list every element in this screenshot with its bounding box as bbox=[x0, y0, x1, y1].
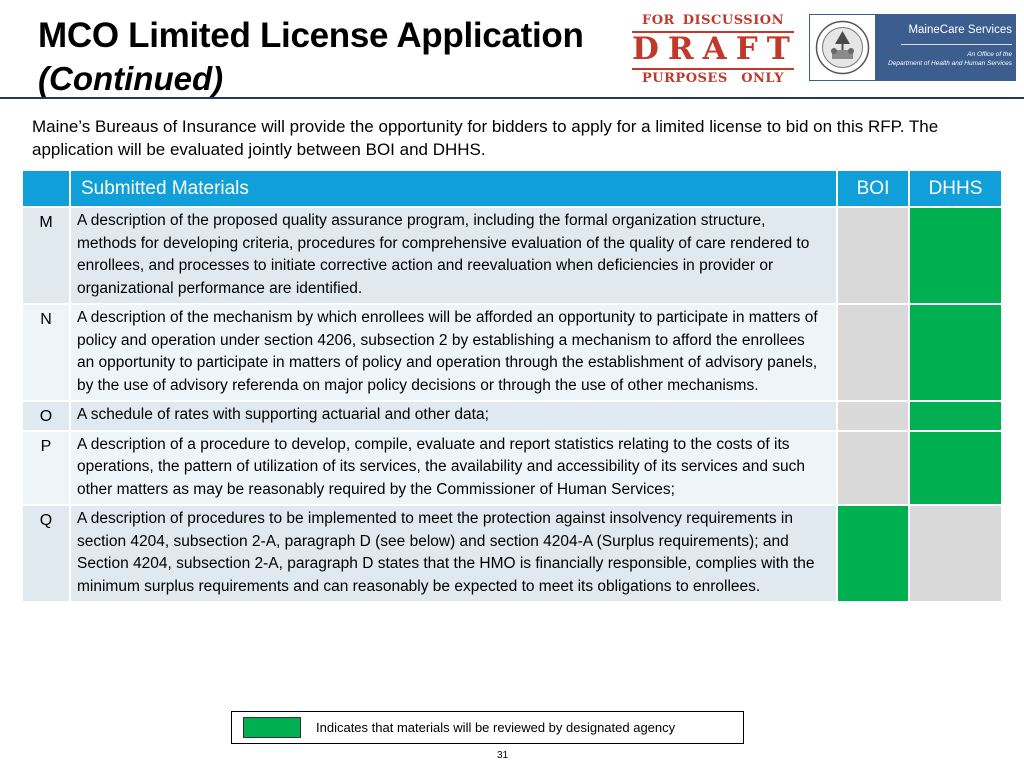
legend-text: Indicates that materials will be reviewed by designated agency bbox=[316, 720, 676, 735]
logo-sub-line1: An Office of the bbox=[967, 51, 1012, 58]
row-description: A schedule of rates with supporting actuarial and other data; bbox=[70, 401, 837, 431]
legend-green-swatch bbox=[243, 717, 301, 738]
row-boi-indicator bbox=[837, 207, 909, 304]
row-dhhs-indicator bbox=[909, 207, 1002, 304]
stamp-only: ONLY bbox=[741, 71, 784, 86]
state-seal-icon bbox=[809, 14, 876, 81]
mainecare-logo bbox=[809, 14, 1016, 81]
row-boi-indicator bbox=[837, 505, 909, 602]
row-description: A description of procedures to be implemented to meet the protection against insolvency requirements in section 4204, subsection 2-A, paragraph D (see below) and section 4204-A (Surplus requirements); and Section 4204, subsection 2-A, paragraph D states that the HMO is financially responsible, complies with the minimum surplus requirements and can reasonably be expected to meet its obligations to enrollees. bbox=[70, 505, 837, 602]
row-description: A description of the mechanism by which enrollees will be afforded an opportunity to participate in matters of policy and operation under section 4206, subsection 2 by establishing a mechanism to afford the enrollees an opportunity to participate in matters of policy and operation through the establishment of advisory panels, by the use of advisory referenda on major policy decisions or through the use of other mechanisms. bbox=[70, 304, 837, 401]
header-letter bbox=[22, 170, 70, 207]
row-letter: N bbox=[22, 304, 70, 401]
stamp-purposes: PURPOSES bbox=[642, 71, 728, 86]
row-letter: O bbox=[22, 401, 70, 431]
table-row bbox=[22, 304, 1002, 401]
row-description: A description of a procedure to develop, compile, evaluate and report statistics relating to the costs of its operations, the pattern of utilization of its services, the availability and accessibility of its services and such other matters as may be reasonably required by the Commissioner of Human Services; bbox=[70, 431, 837, 506]
stamp-discussion: DISCUSSION bbox=[682, 13, 784, 28]
row-dhhs-indicator bbox=[909, 505, 1002, 602]
submitted-materials-table bbox=[21, 169, 1003, 603]
table-row bbox=[22, 401, 1002, 431]
stamp-for: FOR bbox=[642, 13, 675, 28]
row-dhhs-indicator bbox=[909, 431, 1002, 506]
logo-divider bbox=[901, 44, 1012, 45]
row-letter: M bbox=[22, 207, 70, 304]
stamp-line-bottom bbox=[632, 68, 794, 70]
table-header-row bbox=[22, 170, 1002, 207]
header-dhhs: DHHS bbox=[909, 170, 1002, 207]
stamp-draft: DRAFT bbox=[632, 31, 799, 67]
row-boi-indicator bbox=[837, 401, 909, 431]
row-dhhs-indicator bbox=[909, 401, 1002, 431]
title-divider bbox=[0, 97, 1024, 99]
row-letter: Q bbox=[22, 505, 70, 602]
intro-paragraph: Maine’s Bureaus of Insurance will provide the opportunity for bidders to apply for a limited license to bid on this RFP. The application will be evaluated jointly between BOI and DHHS. bbox=[32, 117, 939, 159]
header-boi: BOI bbox=[837, 170, 909, 207]
row-boi-indicator bbox=[837, 431, 909, 506]
table-row bbox=[22, 431, 1002, 506]
row-description: A description of the proposed quality assurance program, including the formal organization structure, methods for developing criteria, procedures for comprehensive evaluation of the quality of care rendered to enrollees, and processes to initiate corrective action and reevaluation when deficiencies in provider or organizational performance are identified. bbox=[70, 207, 837, 304]
page-title: MCO Limited License Application bbox=[38, 16, 584, 55]
table-row bbox=[22, 505, 1002, 602]
logo-sub-line2: Department of Health and Human Services bbox=[888, 60, 1012, 67]
legend bbox=[231, 711, 744, 744]
logo-subtitle bbox=[887, 50, 1012, 68]
draft-stamp bbox=[632, 10, 799, 86]
logo-brand: MaineCare Services bbox=[908, 24, 1012, 36]
page-number: 31 bbox=[497, 750, 509, 761]
row-letter: P bbox=[22, 431, 70, 506]
header-submitted-materials: Submitted Materials bbox=[70, 170, 837, 207]
table-row bbox=[22, 207, 1002, 304]
row-dhhs-indicator bbox=[909, 304, 1002, 401]
row-boi-indicator bbox=[837, 304, 909, 401]
page-subtitle: (Continued) bbox=[38, 60, 224, 97]
